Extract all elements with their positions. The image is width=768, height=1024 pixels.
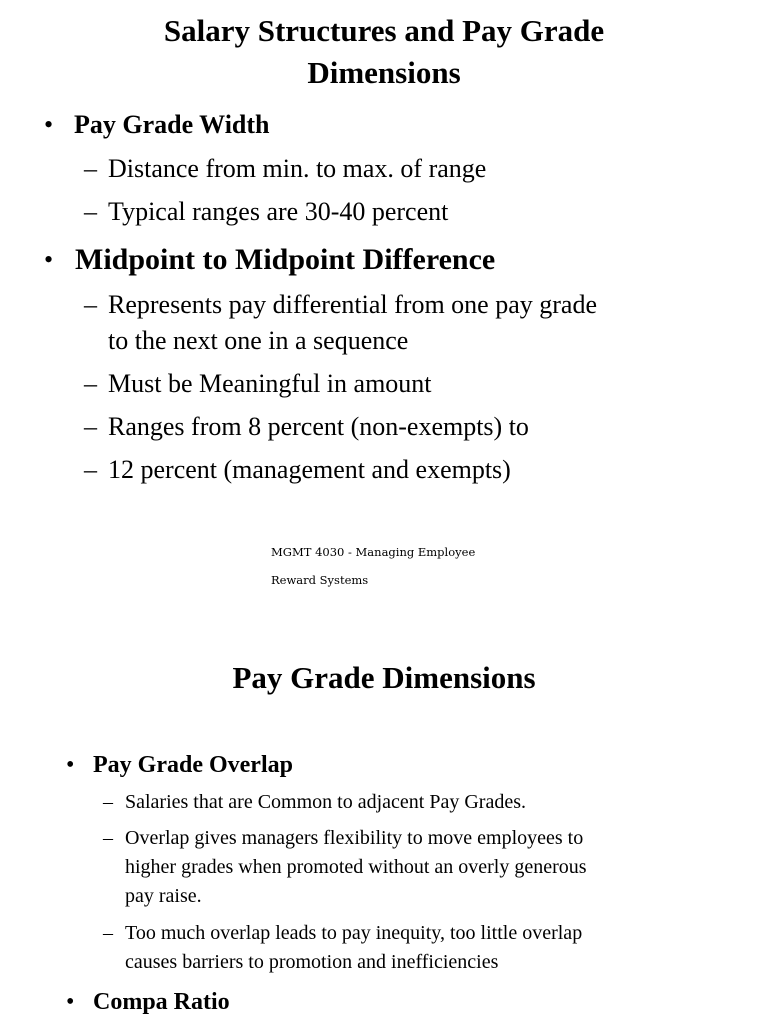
dash-icon: – xyxy=(84,154,97,183)
dash-icon: – xyxy=(84,290,97,319)
bullet-pay-grade-width xyxy=(44,107,270,143)
bullet-midpoint-difference xyxy=(44,240,496,280)
sub-item-continuation xyxy=(108,323,408,359)
bullet-icon: • xyxy=(44,245,54,274)
sub-item-text: causes barriers to promotion and inefficiencies xyxy=(125,951,499,973)
sub-item-text: 12 percent (management and exempts) xyxy=(108,455,511,484)
sub-item-continuation xyxy=(125,882,715,911)
bullet-icon: • xyxy=(44,110,54,139)
sub-item xyxy=(84,366,432,402)
slide-title xyxy=(0,10,768,94)
bullet-label: Compa Ratio xyxy=(93,989,230,1015)
sub-item xyxy=(84,194,449,230)
bullet-label: Pay Grade Width xyxy=(74,110,270,139)
sub-item xyxy=(103,919,715,948)
sub-item xyxy=(84,452,511,488)
sub-item-text: Represents pay differential from one pay grade xyxy=(108,290,597,319)
title-line-1: Salary Structures and Pay Grade xyxy=(163,13,605,48)
dash-icon: – xyxy=(84,369,97,398)
sub-item-continuation xyxy=(125,853,715,882)
dash-icon: – xyxy=(103,922,113,944)
dash-icon: – xyxy=(84,455,97,484)
sub-item xyxy=(84,409,529,445)
sub-item-continuation xyxy=(125,948,715,977)
title-line-2: Dimensions xyxy=(307,55,461,90)
sub-item-text: Overlap gives managers flexibility to move employees to xyxy=(125,827,584,849)
dash-icon: – xyxy=(84,197,97,226)
dash-icon: – xyxy=(103,791,113,813)
footer-line-1: MGMT 4030 - Managing Employee xyxy=(271,545,476,559)
bullet-label: Pay Grade Overlap xyxy=(93,752,293,778)
bullet-icon: • xyxy=(66,989,75,1015)
sub-item xyxy=(103,824,715,853)
sub-item-text: pay raise. xyxy=(125,885,202,907)
bullet-label: Midpoint to Midpoint Difference xyxy=(75,243,496,276)
footer-line-2: Reward Systems xyxy=(271,573,369,587)
sub-item-text: Typical ranges are 30-40 percent xyxy=(108,197,449,226)
sub-item-text: Ranges from 8 percent (non-exempts) to xyxy=(108,412,529,441)
slide-footer xyxy=(271,531,475,587)
bullet-compa-ratio xyxy=(66,985,230,1019)
sub-item xyxy=(103,788,715,817)
slide-title: Pay Grade Dimensions xyxy=(232,660,536,695)
sub-item xyxy=(84,151,487,187)
sub-item-text: higher grades when promoted without an overly generous xyxy=(125,856,587,878)
sub-item-text: Salaries that are Common to adjacent Pay Grades. xyxy=(125,791,526,813)
bullet-icon: • xyxy=(66,752,75,778)
sub-item xyxy=(84,287,597,323)
sub-item-text: Too much overlap leads to pay inequity, too little overlap xyxy=(125,922,583,944)
sub-item-text: Distance from min. to max. of range xyxy=(108,154,487,183)
sub-item-text: to the next one in a sequence xyxy=(108,326,409,355)
sub-item-text: Must be Meaningful in amount xyxy=(108,369,432,398)
dash-icon: – xyxy=(84,412,97,441)
slide-pay-grade-dimensions xyxy=(0,610,768,1024)
bullet-pay-grade-overlap xyxy=(66,748,293,782)
dash-icon: – xyxy=(103,827,113,849)
